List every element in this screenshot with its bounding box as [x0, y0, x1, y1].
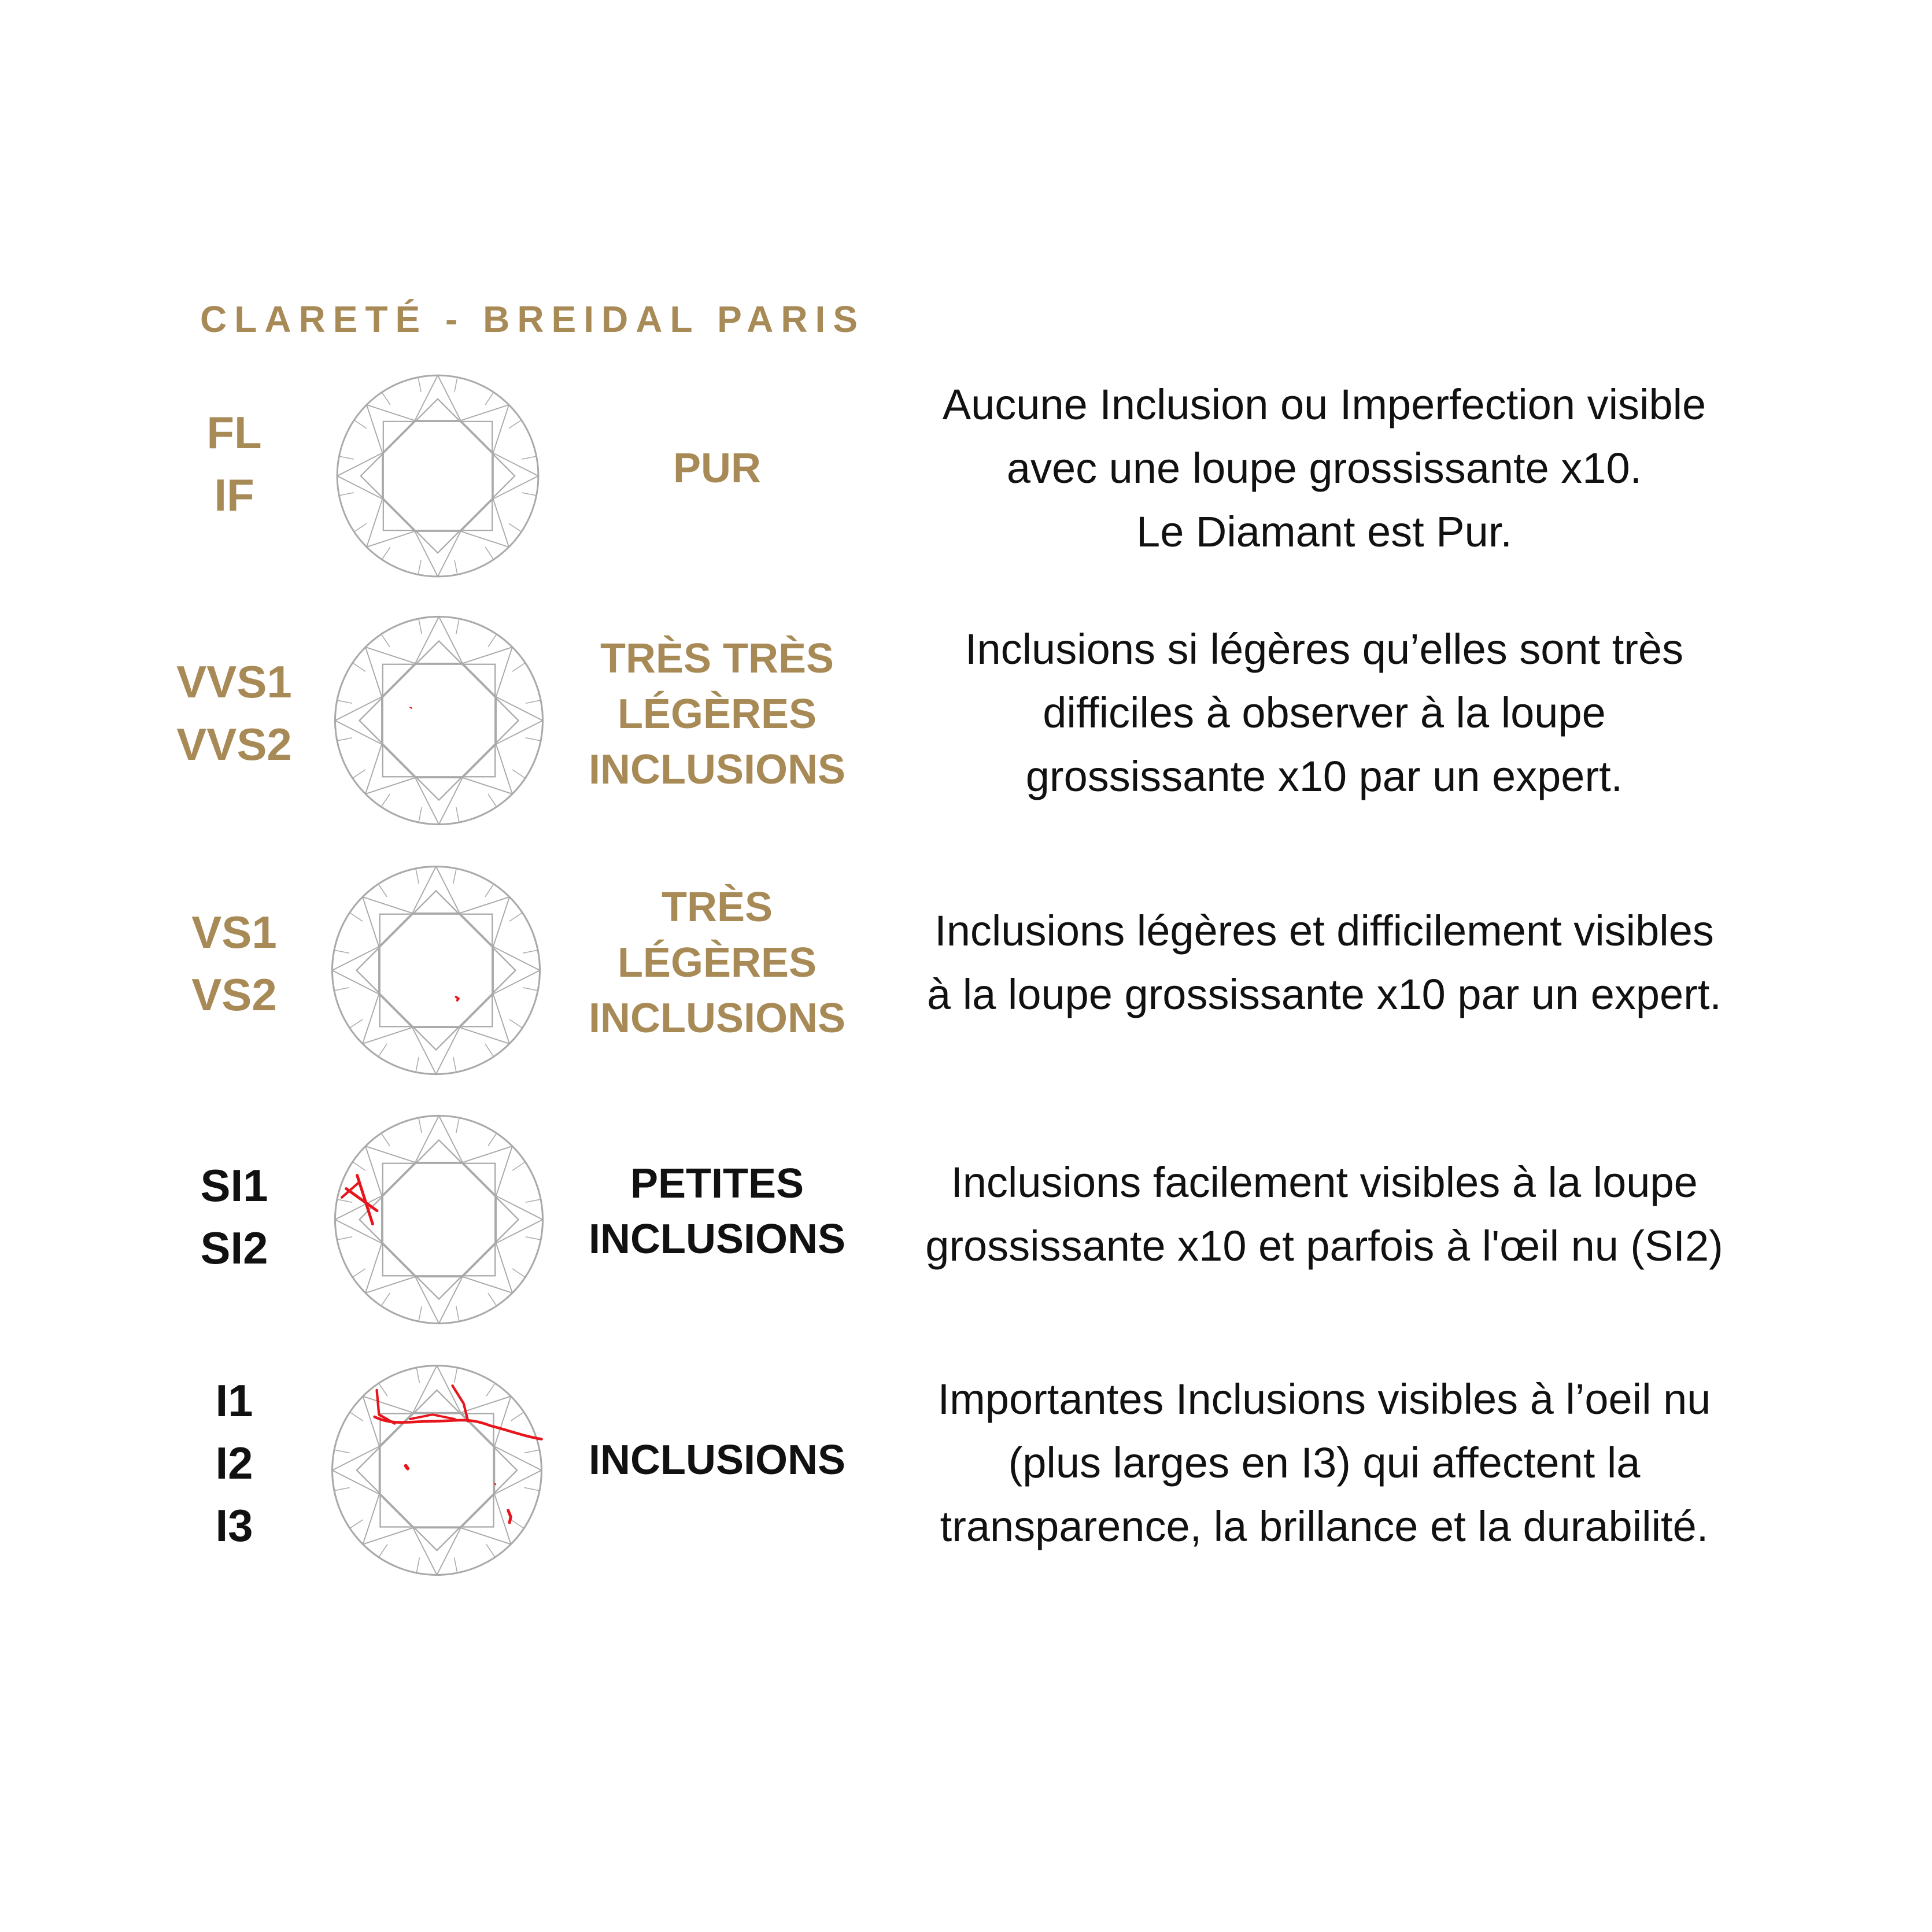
facet-line	[522, 493, 536, 496]
facet-line	[526, 1199, 541, 1202]
diamond-icon	[328, 1109, 549, 1330]
facet-line	[511, 1520, 524, 1528]
facet-line	[455, 560, 457, 574]
diamond-icon	[331, 369, 545, 583]
facet-line	[363, 994, 379, 1044]
facet-line	[526, 1237, 541, 1240]
facet-line	[335, 721, 382, 744]
category-label: INCLUSIONS	[588, 747, 846, 793]
facet-line	[493, 994, 509, 1044]
facet-line	[339, 456, 353, 459]
facet-line	[456, 619, 459, 634]
facet-line	[461, 1528, 511, 1544]
facet-line	[381, 1293, 390, 1306]
grade-labels	[168, 401, 301, 526]
inclusion-mark	[410, 707, 411, 708]
facet-line	[493, 476, 538, 499]
facet-line	[363, 897, 379, 947]
facet-line	[416, 1057, 419, 1072]
facet-line	[363, 1528, 413, 1544]
facet-line	[486, 1383, 495, 1396]
description-line: difficiles à observer à la loupe	[1043, 689, 1606, 737]
facet-line	[367, 531, 415, 547]
facet-line	[413, 1366, 437, 1413]
category-label: PETITES	[630, 1161, 804, 1207]
facet-line	[415, 375, 438, 420]
clarity-category	[572, 627, 862, 801]
facet-line	[496, 697, 543, 721]
clarity-description	[879, 373, 1770, 564]
facet-line	[496, 744, 512, 794]
diamond-icon	[326, 860, 546, 1081]
facet-line	[412, 866, 436, 913]
facet-line	[350, 1412, 363, 1421]
inclusion-mark	[456, 997, 459, 1000]
facet-line	[350, 1520, 363, 1528]
facet-line	[512, 663, 525, 671]
category-label: LÉGÈRES	[617, 940, 817, 986]
description-line: avec une loupe grossissante x10.	[1006, 444, 1642, 492]
facet-line	[463, 1146, 512, 1162]
facet-line	[496, 647, 512, 697]
facet-line	[353, 1162, 365, 1170]
facet-line	[334, 988, 349, 991]
facet-line	[418, 560, 421, 574]
facet-line	[436, 1028, 460, 1074]
facet-line	[354, 420, 367, 428]
facet-line	[512, 1162, 525, 1170]
facet-line	[416, 869, 419, 884]
clarity-description	[879, 1368, 1770, 1558]
facet-line	[365, 778, 415, 794]
facet-line	[335, 1220, 382, 1243]
facet-line	[456, 1306, 459, 1321]
facet-line	[436, 866, 460, 913]
facet-line	[412, 1028, 436, 1074]
facet-line	[455, 1368, 457, 1383]
inclusion-mark	[452, 1386, 468, 1421]
grade-label: I3	[215, 1500, 253, 1551]
facet-line	[523, 950, 538, 953]
grade-label: SI2	[200, 1222, 268, 1273]
facet-line	[365, 1146, 382, 1196]
grade-label: VS2	[191, 969, 277, 1020]
facet-line	[419, 619, 422, 634]
facet-line	[453, 869, 456, 884]
facet-line	[496, 1243, 512, 1293]
facet-line	[522, 456, 536, 459]
facet-line	[494, 1471, 541, 1494]
facet-line	[509, 1019, 522, 1028]
clarity-description	[879, 1151, 1770, 1278]
facet-line	[512, 770, 525, 778]
facet-line	[526, 700, 541, 703]
description-line: Aucune Inclusion ou Imperfection visible	[942, 381, 1706, 428]
facet-line	[512, 1269, 525, 1277]
facet-line	[350, 913, 363, 921]
grade-label: I2	[215, 1438, 253, 1488]
description-line: transparence, la brillance et la durabilité.	[940, 1502, 1709, 1550]
clarity-category	[572, 1408, 862, 1512]
inclusion-mark	[410, 1414, 455, 1419]
facet-line	[416, 1368, 419, 1383]
facet-line	[488, 634, 497, 647]
facet-line	[485, 547, 493, 560]
facet-line	[415, 1115, 439, 1162]
category-label: INCLUSIONS	[588, 995, 846, 1041]
facet-line	[439, 1277, 463, 1324]
facet-line	[496, 1146, 512, 1196]
inclusion-mark	[508, 1510, 511, 1523]
facet-line	[526, 738, 541, 741]
grade-label: VVS1	[176, 656, 292, 707]
facet-line	[524, 1450, 540, 1453]
grade-labels	[168, 1369, 301, 1557]
facet-line	[367, 405, 382, 453]
facet-line	[456, 807, 459, 822]
facet-line	[337, 1199, 352, 1202]
facet-line	[353, 770, 365, 778]
facet-line	[437, 1528, 461, 1575]
facet-line	[437, 1366, 461, 1413]
facet-line	[337, 476, 382, 499]
category-label: PUR	[673, 445, 761, 492]
grade-labels	[168, 651, 301, 775]
grade-label: I1	[215, 1375, 253, 1426]
description-line: à la loupe grossissante x10 par un expert.	[927, 970, 1722, 1018]
facet-line	[496, 1220, 543, 1243]
grade-labels	[168, 1154, 301, 1279]
facet-line	[354, 523, 367, 531]
category-label: INCLUSIONS	[588, 1216, 846, 1262]
facet-line	[337, 453, 382, 476]
facet-line	[453, 1057, 456, 1072]
facet-line	[463, 1277, 512, 1293]
facet-line	[363, 897, 412, 913]
clarity-description	[879, 899, 1770, 1026]
facet-line	[413, 1528, 437, 1575]
facet-line	[460, 1028, 509, 1044]
facet-line	[367, 405, 415, 420]
facet-line	[415, 1277, 439, 1324]
description-line: Inclusions facilement visibles à la loupe	[951, 1158, 1698, 1206]
grade-labels	[168, 901, 301, 1026]
facet-line	[415, 616, 439, 663]
grade-label: IF	[214, 470, 254, 520]
description-line: grossissante x10 et parfois à l'œil nu (SI2)	[925, 1222, 1723, 1270]
facet-line	[493, 897, 509, 947]
facet-line	[496, 721, 543, 744]
facet-line	[365, 1277, 415, 1293]
grade-label: FL	[206, 407, 262, 458]
facet-line	[363, 1028, 412, 1044]
facet-line	[418, 377, 421, 391]
category-label: TRÈS	[661, 884, 773, 930]
facet-line	[419, 1118, 422, 1133]
facet-line	[365, 1243, 382, 1293]
category-label: LÉGÈRES	[617, 691, 817, 737]
facet-line	[379, 1545, 387, 1557]
facet-line	[509, 420, 522, 428]
facet-line	[363, 1494, 379, 1545]
facet-line	[524, 1488, 540, 1491]
facet-line	[381, 634, 390, 647]
facet-line	[337, 1237, 352, 1240]
facet-line	[461, 1397, 511, 1413]
facet-line	[363, 1397, 413, 1413]
facet-line	[365, 744, 382, 794]
clarity-description	[879, 618, 1770, 808]
description-line: Importantes Inclusions visibles à l’oeil nu	[937, 1375, 1711, 1423]
facet-line	[485, 1044, 494, 1056]
facet-line	[494, 1446, 541, 1470]
facet-line	[438, 531, 461, 577]
facet-line	[416, 1558, 419, 1573]
grade-label: VVS2	[176, 719, 292, 770]
facet-line	[333, 1446, 379, 1470]
facet-line	[379, 1383, 387, 1396]
facet-line	[439, 1115, 463, 1162]
facet-line	[334, 1488, 349, 1491]
category-label: TRÈS TRÈS	[600, 636, 834, 682]
facet-line	[485, 884, 494, 897]
facet-line	[419, 1306, 422, 1321]
page-title: CLARETÉ - BREIDAL PARIS	[200, 298, 865, 340]
facet-line	[378, 884, 387, 897]
clarity-category	[572, 1151, 862, 1272]
facet-line	[463, 778, 512, 794]
facet-line	[509, 523, 522, 531]
facet-line	[334, 1450, 349, 1453]
facet-line	[511, 1412, 524, 1421]
facet-line	[382, 392, 390, 405]
facet-line	[353, 663, 365, 671]
facet-line	[455, 1558, 457, 1573]
facet-line	[367, 499, 382, 547]
description-line: Inclusions légères et difficilement visibles	[934, 907, 1714, 955]
facet-line	[461, 405, 509, 420]
inclusion-mark	[406, 1466, 408, 1469]
facet-line	[353, 1269, 365, 1277]
facet-line	[415, 778, 439, 825]
facet-line	[334, 950, 349, 953]
facet-line	[493, 947, 540, 970]
facet-line	[488, 794, 497, 807]
facet-line	[335, 697, 382, 721]
facet-line	[461, 531, 509, 547]
grade-label: VS1	[191, 907, 277, 958]
description-line: Inclusions si légères qu’elles sont très	[965, 625, 1684, 673]
facet-line	[332, 947, 379, 970]
facet-line	[523, 988, 538, 991]
facet-line	[365, 1146, 415, 1162]
facet-line	[494, 1494, 511, 1545]
diamond-icon	[328, 610, 549, 831]
facet-line	[455, 377, 457, 391]
facet-line	[419, 807, 422, 822]
facet-line	[439, 778, 463, 825]
facet-line	[350, 1019, 363, 1028]
facet-line	[365, 647, 415, 663]
facet-line	[486, 1545, 495, 1557]
facet-line	[378, 1044, 387, 1056]
category-label: INCLUSIONS	[588, 1437, 846, 1483]
facet-line	[488, 1293, 497, 1306]
facet-line	[493, 499, 509, 547]
facet-line	[381, 1133, 390, 1146]
clarity-category	[572, 876, 862, 1050]
facet-line	[439, 616, 463, 663]
facet-line	[438, 375, 461, 420]
facet-line	[493, 405, 509, 453]
facet-line	[496, 1196, 543, 1220]
facet-line	[463, 647, 512, 663]
facet-line	[415, 531, 438, 577]
facet-line	[382, 547, 390, 560]
facet-line	[337, 738, 352, 741]
facet-line	[337, 700, 352, 703]
facet-line	[485, 392, 493, 405]
facet-line	[488, 1133, 497, 1146]
diamond-icon	[326, 1359, 548, 1582]
grade-label: SI1	[200, 1160, 268, 1211]
description-line: grossissante x10 par un expert.	[1025, 752, 1623, 800]
facet-line	[333, 1471, 379, 1494]
facet-line	[460, 897, 509, 913]
facet-line	[365, 647, 382, 697]
inclusion-mark	[495, 1484, 496, 1485]
description-line: (plus larges en I3) qui affectent la	[1008, 1439, 1641, 1487]
facet-line	[493, 970, 540, 994]
description-line: Le Diamant est Pur.	[1136, 508, 1512, 556]
facet-line	[456, 1118, 459, 1133]
facet-line	[332, 970, 379, 994]
facet-line	[494, 1397, 511, 1447]
clarity-category	[572, 416, 862, 520]
facet-line	[381, 794, 390, 807]
facet-line	[509, 913, 522, 921]
facet-line	[493, 453, 538, 476]
facet-line	[339, 493, 353, 496]
